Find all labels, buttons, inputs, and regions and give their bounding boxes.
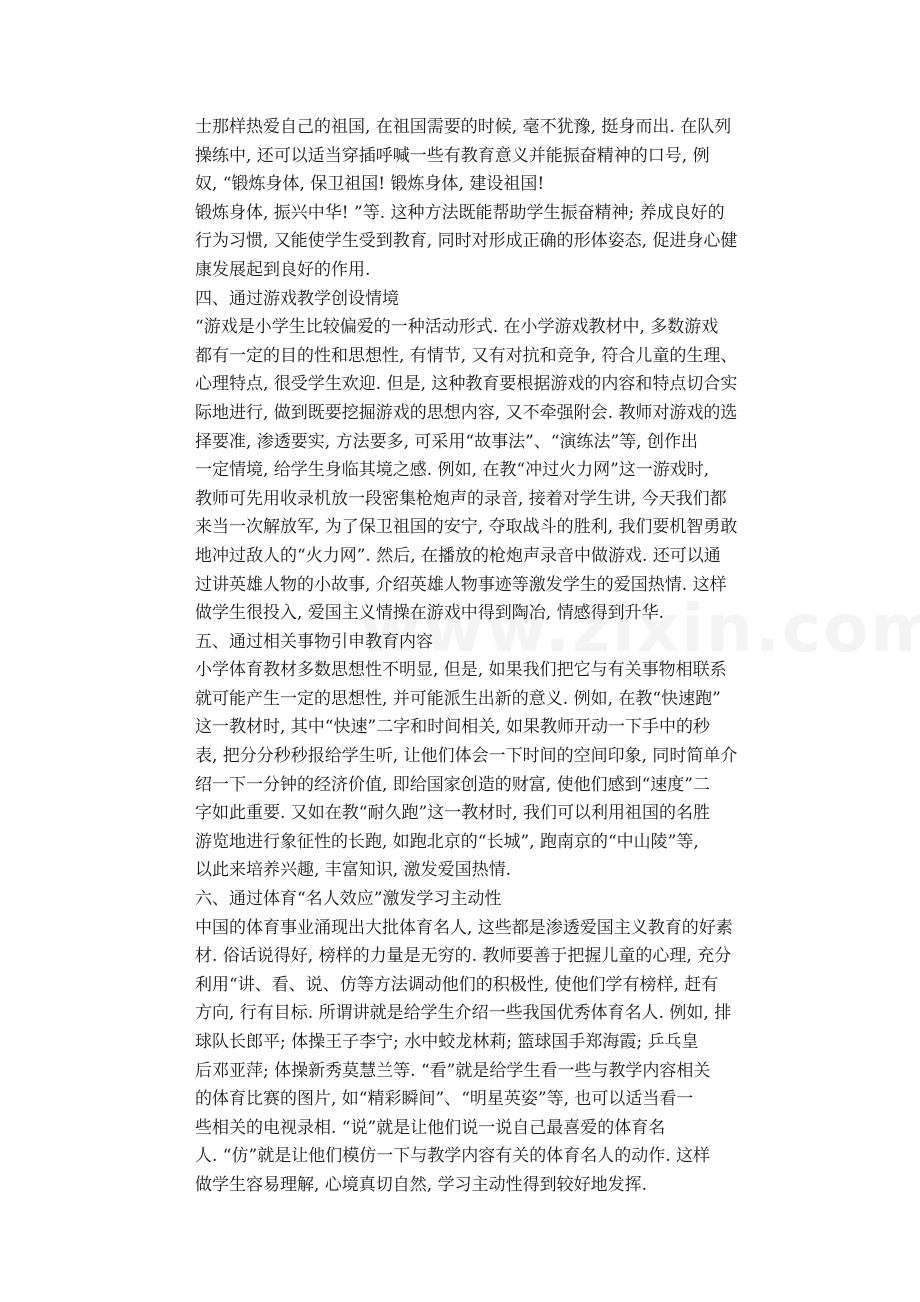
- text-line: 方向, 行有目标. 所谓讲就是给学生介绍一些我国优秀体育名人. 例如, 排: [195, 1003, 732, 1024]
- section-heading: 四、通过游戏教学创设情境: [195, 288, 399, 309]
- section-heading: 六、通过体育“名人效应”激发学习主动性: [195, 889, 502, 910]
- text-line: 锻炼身体, 振兴中华! ”等. 这种方法既能帮助学生振奋精神; 养成良好的: [195, 202, 725, 223]
- text-line: 小学体育教材多数思想性不明显, 但是, 如果我们把它与有关事物相联系: [195, 660, 727, 681]
- section-heading: 五、通过相关事物引申教育内容: [195, 631, 433, 652]
- text-line: 人. “仿”就是让他们模仿一下与教学内容有关的体育名人的动作. 这样: [195, 1146, 710, 1167]
- text-line: 心理特点, 很受学生欢迎. 但是, 这种教育要根据游戏的内容和特点切合实: [195, 374, 738, 395]
- text-line: 这一教材时, 其中“快速”二字和时间相关, 如果教师开动一下手中的秒: [195, 717, 710, 738]
- text-line: 做学生很投入, 爱国主义情操在游戏中得到陶冶, 情感得到升华.: [195, 603, 665, 624]
- text-line: “游戏是小学生比较偏爱的一种活动形式. 在小学游戏教材中, 多数游戏: [195, 317, 719, 338]
- text-line: 士那样热爱自己的祖国, 在祖国需要的时候, 毫不犹豫, 挺身而出. 在队列: [195, 117, 732, 137]
- text-line: 做学生容易理解, 心境真切自然, 学习主动性得到较好地发挥.: [195, 1174, 648, 1195]
- text-line: 就可能产生一定的思想性, 并可能派生出新的意义. 例如, 在教“快速跑”: [195, 688, 721, 709]
- text-line: 绍一下一分钟的经济价值, 即给国家创造的财富, 使他们感到“速度”二: [195, 774, 710, 795]
- text-line: 都有一定的目的性和思想性, 有情节, 又有对抗和竞争, 符合儿童的生理、: [195, 345, 738, 366]
- text-line: 地冲过敌人的“火力网”. 然后, 在播放的枪炮声录音中做游戏. 还可以通: [195, 545, 721, 566]
- text-line: 些相关的电视录相. “说”就是让他们说一说自己最喜爱的体育名: [195, 1117, 666, 1138]
- text-line: 择要准, 渗透要实, 方法要多, 可采用“故事法”、“演练法”等, 创作出: [195, 431, 698, 452]
- text-line: 利用“讲、看、说、仿等方法调动他们的积极性, 使他们学有榜样, 赶有: [195, 974, 719, 995]
- document-body: [195, 113, 795, 1200]
- text-line: 奴, “锻炼身体, 保卫祖国! 锻炼身体, 建设祖国!: [195, 174, 545, 195]
- text-line: 康发展起到良好的作用.: [195, 259, 371, 280]
- text-line: 以此来培养兴趣, 丰富知识, 激发爱国热情.: [195, 860, 512, 881]
- text-line: 后邓亚萍; 体操新秀莫慧兰等. “看”就是给学生看一些与教学内容相关: [195, 1060, 711, 1081]
- text-line: 来当一次解放军, 为了保卫祖国的安宁, 夺取战斗的胜利, 我们要机智勇敢: [195, 517, 738, 538]
- text-line: 教师可先用收录机放一段密集枪炮声的录音, 接着对学生讲, 今天我们都: [195, 488, 727, 509]
- text-line: 过讲英雄人物的小故事, 介绍英雄人物事迹等激发学生的爱国热情. 这样: [195, 574, 727, 595]
- text-line: 际地进行, 做到既要挖掘游戏的思想内容, 又不牵强附会. 教师对游戏的选: [195, 402, 738, 423]
- text-line: 表, 把分分秒秒报给学生听, 让他们体会一下时间的空间印象, 同时简单介: [195, 746, 738, 767]
- text-line: 一定情境, 给学生身临其境之感. 例如, 在教“冲过火力网”这一游戏时,: [195, 460, 710, 481]
- text-line: 游览地进行象征性的长跑, 如跑北京的“长城”, 跑南京的“中山陵”等,: [195, 831, 699, 852]
- text-line: 材. 俗话说得好, 榜样的力量是无穷的. 教师要善于把握儿童的心理, 充分: [195, 946, 732, 967]
- text-line: 操练中, 还可以适当穿插呼喊一些有教育意义并能振奋精神的口号, 例: [195, 145, 710, 166]
- text-line: 中国的体育事业涌现出大批体育名人, 这些都是渗透爱国主义教育的好素: [195, 917, 733, 938]
- text-line: 的体育比赛的图片, 如“精彩瞬间”、“明星英姿”等, 也可以适当看一: [195, 1089, 694, 1110]
- text-line: 字如此重要. 又如在教“耐久跑”这一教材时, 我们可以利用祖国的名胜: [195, 803, 710, 824]
- text-line: 行为习惯, 又能使学生受到教育, 同时对形成正确的形体姿态, 促进身心健: [195, 231, 738, 252]
- text-line: 球队长郎平; 体操王子李宁; 水中蛟龙林莉; 篮球国手郑海霞; 乒乓皇: [195, 1032, 699, 1052]
